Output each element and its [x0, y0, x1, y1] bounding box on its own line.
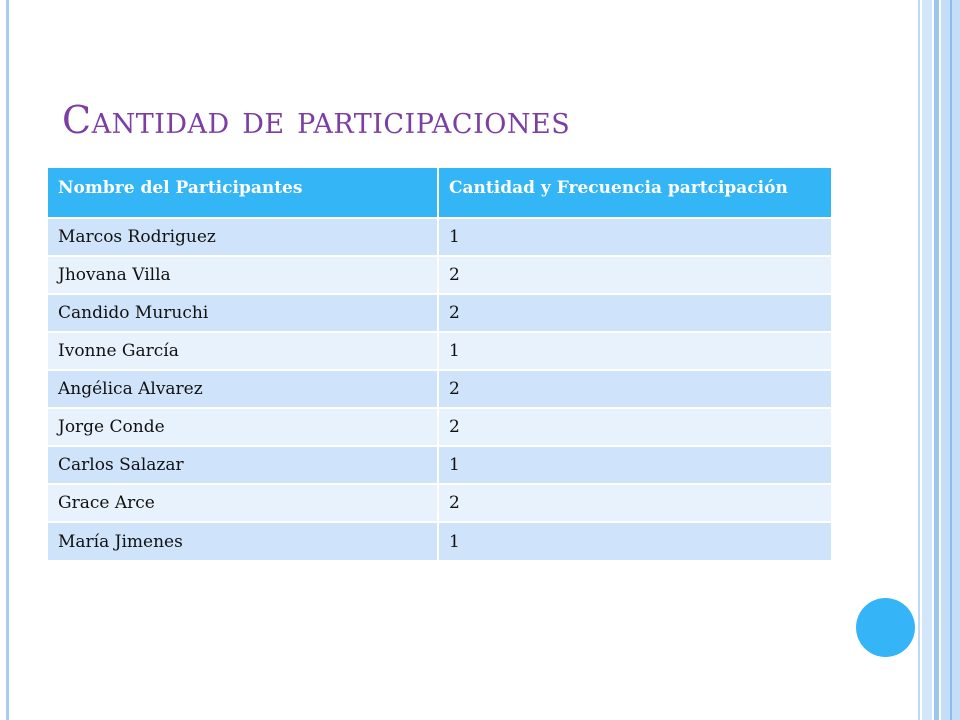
- participation-count-cell: 1: [438, 218, 831, 256]
- table-row: [48, 446, 831, 484]
- table-row: [48, 408, 831, 446]
- header-participation-count: Cantidad y Frecuencia partcipación: [438, 168, 831, 218]
- participant-name-cell: Angélica Alvarez: [48, 370, 438, 408]
- participant-name-cell: Jhovana Villa: [48, 256, 438, 294]
- participant-name-cell: Jorge Conde: [48, 408, 438, 446]
- participation-count-cell: 2: [438, 294, 831, 332]
- header-participant-name: Nombre del Participantes: [48, 168, 438, 218]
- table-row: [48, 484, 831, 522]
- table-header-row: [48, 168, 831, 218]
- participation-table: [48, 168, 831, 560]
- table-row: [48, 294, 831, 332]
- participant-name-cell: Ivonne García: [48, 332, 438, 370]
- right-frame-band: [934, 0, 939, 720]
- participation-count-cell: 2: [438, 484, 831, 522]
- table-row: [48, 332, 831, 370]
- slide-title: Cantidad de participaciones: [62, 98, 571, 142]
- table-row: [48, 256, 831, 294]
- participant-name-cell: Marcos Rodriguez: [48, 218, 438, 256]
- participation-count-cell: 1: [438, 446, 831, 484]
- participation-count-cell: 1: [438, 522, 831, 560]
- table-row: [48, 218, 831, 256]
- participant-name-cell: Carlos Salazar: [48, 446, 438, 484]
- participation-count-cell: 1: [438, 332, 831, 370]
- left-frame-border: [6, 0, 9, 720]
- participant-name-cell: Candido Muruchi: [48, 294, 438, 332]
- table-row: [48, 370, 831, 408]
- right-frame-line: [918, 0, 920, 720]
- table-row: [48, 522, 831, 560]
- participant-name-cell: Grace Arce: [48, 484, 438, 522]
- participation-count-cell: 2: [438, 256, 831, 294]
- participant-name-cell: María Jimenes: [48, 522, 438, 560]
- participation-count-cell: 2: [438, 370, 831, 408]
- right-frame-line: [950, 0, 952, 720]
- participation-count-cell: 2: [438, 408, 831, 446]
- decorative-circle: [856, 598, 915, 657]
- right-frame-band: [922, 0, 932, 720]
